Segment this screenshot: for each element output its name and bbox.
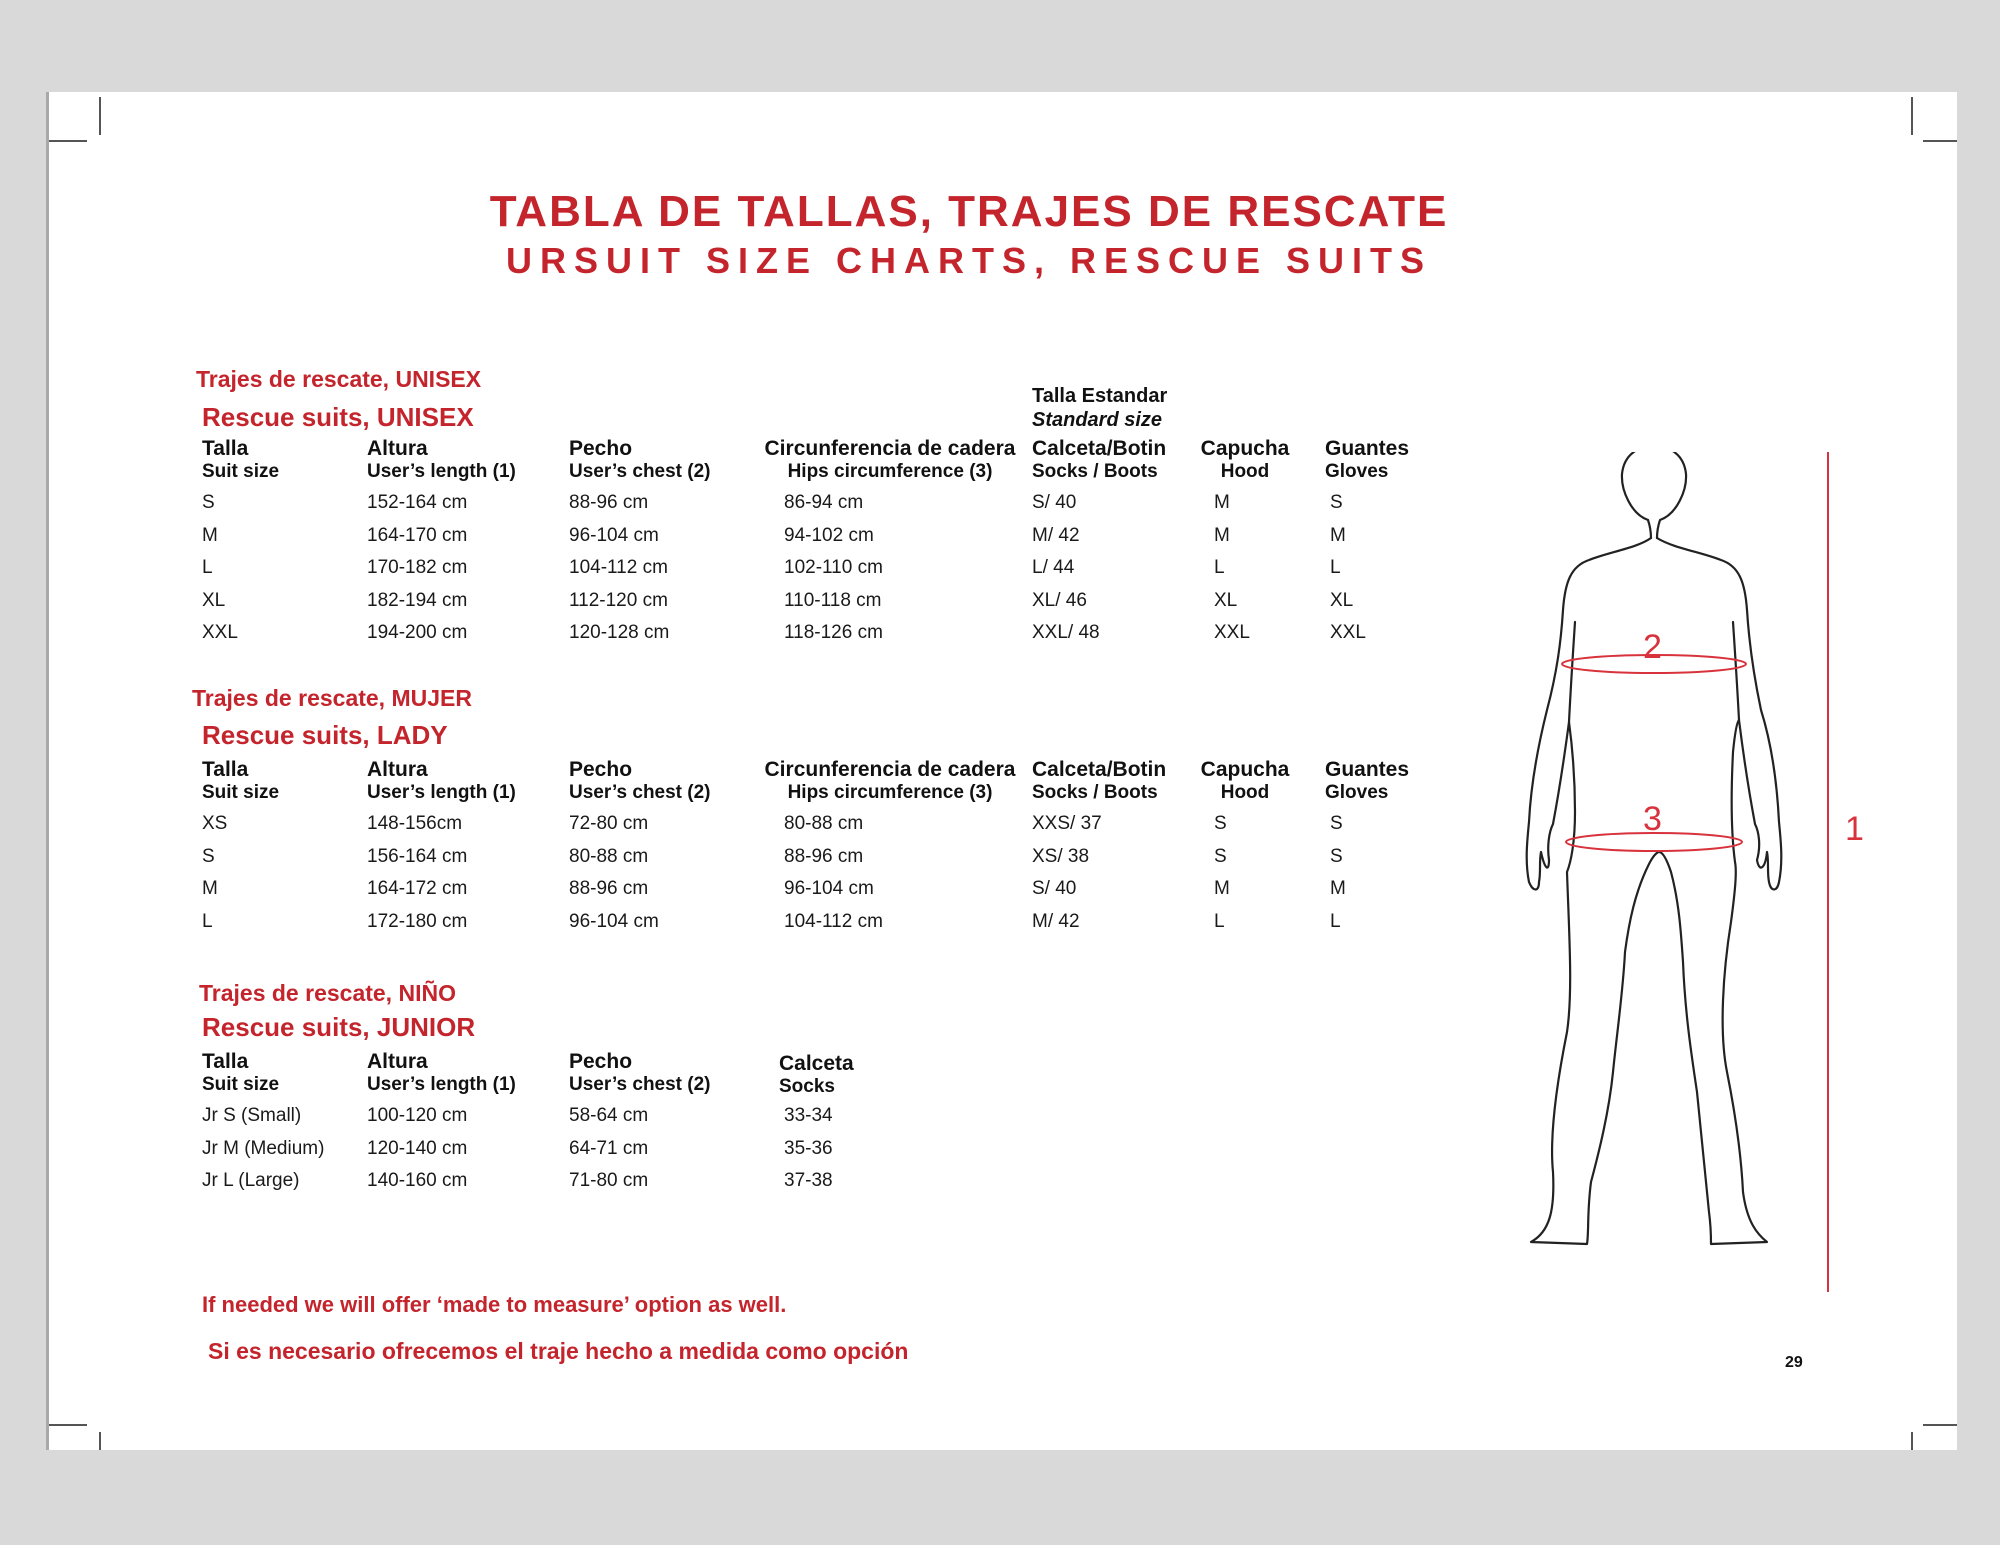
table-cell: 110-118 cm (784, 589, 882, 611)
table-cell: XL/ 46 (1032, 589, 1087, 611)
section-title-unisex-es: Trajes de rescate, UNISEX (196, 366, 482, 392)
col-header-socks-boots: Calceta/Botin Socks / Boots (1032, 758, 1167, 803)
table-cell: XXL/ 48 (1032, 622, 1100, 643)
table-cell: Jr S (Small) (202, 1105, 302, 1126)
table-cell: 33-34 (784, 1105, 833, 1126)
table-cell: 182-194 cm (367, 589, 468, 611)
table-cell: 94-102 cm (784, 524, 874, 546)
col-header-suit-size: Talla Suit size (202, 758, 280, 803)
col-header-hood: Capucha Hood (1200, 437, 1290, 482)
crop-mark (1911, 97, 1913, 135)
table-cell: 152-164 cm (367, 492, 468, 513)
section-title-unisex-en: Rescue suits, UNISEX (202, 402, 474, 432)
table-cell: 104-112 cm (569, 557, 668, 578)
crop-mark (99, 97, 101, 135)
col-header-suit-size: Talla Suit size (202, 1050, 280, 1095)
crop-mark (1923, 1424, 1957, 1426)
crop-mark (49, 140, 87, 142)
table-cell: 35-36 (784, 1137, 833, 1159)
table-cell: 37-38 (784, 1170, 833, 1191)
table-cell: 170-182 cm (367, 557, 468, 578)
section-title-junior-en: Rescue suits, JUNIOR (202, 1012, 476, 1042)
table-cell: 164-170 cm (367, 524, 468, 546)
col-header-length: Altura User’s length (1) (367, 1050, 516, 1095)
table-cell: 102-110 cm (784, 557, 883, 578)
table-cell: S (1330, 813, 1343, 834)
table-cell: L (1214, 910, 1225, 932)
col-header-socks-boots: Calceta/Botin Socks / Boots (1032, 437, 1167, 482)
col-header-chest: Pecho User’s chest (2) (569, 758, 711, 803)
table-cell: L (202, 910, 213, 932)
section-title-junior-es: Trajes de rescate, NIÑO (199, 980, 456, 1006)
footer-note-es: Si es necesario ofrecemos el traje hecho a medida como opción (208, 1338, 909, 1364)
table-cell: 88-96 cm (569, 492, 649, 513)
table-cell: Jr M (Medium) (202, 1137, 325, 1159)
table-cell: L/ 44 (1032, 557, 1075, 578)
table-cell: 140-160 cm (367, 1170, 468, 1191)
col-header-length: Altura User’s length (1) (367, 758, 516, 803)
table-cell: S (202, 492, 215, 513)
figure-head (1622, 452, 1686, 538)
table-cell: XL (1330, 589, 1354, 611)
table-cell: 164-172 cm (367, 878, 468, 899)
crop-mark (1911, 1432, 1913, 1450)
table-cell: Jr L (Large) (202, 1170, 300, 1191)
table-cell: 120-140 cm (367, 1137, 468, 1159)
table-cell: M/ 42 (1032, 524, 1080, 546)
table-cell: L (1330, 910, 1341, 932)
table-cell: 58-64 cm (569, 1105, 649, 1126)
table-cell: 80-88 cm (784, 813, 864, 834)
table-cell: 86-94 cm (784, 492, 864, 513)
table-cell: S (1330, 492, 1343, 513)
page-title: TABLA DE TALLAS, TRAJES DE RESCATE (489, 187, 1449, 236)
chest-label: 2 (1643, 628, 1662, 666)
col-header-hips: Circunferencia de cadera Hips circumference (3) (764, 758, 1016, 803)
table-cell: M (202, 878, 218, 899)
table-cell: XS (202, 813, 228, 834)
table-cell: 156-164 cm (367, 845, 468, 867)
table-cell: L (1330, 557, 1341, 578)
table-cell: XXL (1330, 622, 1366, 643)
section-title-lady-es: Trajes de rescate, MUJER (192, 685, 472, 711)
table-cell: 118-126 cm (784, 622, 883, 643)
table-cell: 88-96 cm (569, 878, 649, 899)
crop-mark (1923, 140, 1957, 142)
col-header-length: Altura User’s length (1) (367, 437, 516, 482)
table-cell: M (1214, 524, 1230, 546)
table-cell: S (1330, 845, 1343, 867)
table-cell: XS/ 38 (1032, 845, 1090, 867)
table-cell: XL (202, 589, 226, 611)
standard-size-note: Talla Estandar Standard size (1032, 385, 1168, 431)
document-page (46, 92, 1957, 1450)
col-header-hips: Circunferencia de cadera Hips circumference (3) (764, 437, 1016, 482)
table-cell: 72-80 cm (569, 813, 649, 834)
table-cell: 120-128 cm (569, 622, 670, 643)
table-cell: M (1330, 524, 1346, 546)
table-cell: 80-88 cm (569, 845, 649, 867)
table-cell: 104-112 cm (784, 910, 883, 932)
table-cell: 96-104 cm (784, 878, 874, 899)
table-cell: 88-96 cm (784, 845, 864, 867)
table-cell: 96-104 cm (569, 524, 659, 546)
col-header-chest: Pecho User’s chest (2) (569, 1050, 711, 1095)
table-cell: XXL (1214, 622, 1250, 643)
table-cell: S/ 40 (1032, 492, 1077, 513)
table-cell: 172-180 cm (367, 910, 468, 932)
table-cell: L (202, 557, 213, 578)
col-header-gloves: Guantes Gloves (1325, 758, 1410, 803)
table-cell: XXL (202, 622, 238, 643)
table-cell: L (1214, 557, 1225, 578)
crop-mark (99, 1432, 101, 1450)
table-cell: M (1214, 878, 1230, 899)
crop-mark (49, 1424, 87, 1426)
table-cell: 100-120 cm (367, 1105, 468, 1126)
table-cell: M (1330, 878, 1346, 899)
table-cell: S (1214, 845, 1227, 867)
table-cell: 148-156cm (367, 813, 463, 834)
body-measurement-figure (1509, 452, 1929, 1312)
col-header-suit-size: Talla Suit size (202, 437, 280, 482)
table-cell: S (202, 845, 215, 867)
table-cell: 96-104 cm (569, 910, 659, 932)
table-cell: 71-80 cm (569, 1170, 649, 1191)
table-cell: M (202, 524, 218, 546)
length-label: 1 (1845, 810, 1864, 848)
table-cell: M (1214, 492, 1230, 513)
col-header-hood: Capucha Hood (1200, 758, 1290, 803)
page-number: 29 (1785, 1354, 1803, 1371)
section-title-lady-en: Rescue suits, LADY (202, 720, 448, 750)
table-cell: XL (1214, 589, 1238, 611)
footer-note-en: If needed we will offer ‘made to measure’ option as well. (202, 1292, 787, 1317)
table-cell: 112-120 cm (569, 589, 668, 611)
table-cell: 64-71 cm (569, 1137, 649, 1159)
table-cell: S/ 40 (1032, 878, 1077, 899)
table-cell: S (1214, 813, 1227, 834)
col-header-gloves: Guantes Gloves (1325, 437, 1410, 482)
table-cell: M/ 42 (1032, 910, 1080, 932)
table-cell: 194-200 cm (367, 622, 468, 643)
col-header-chest: Pecho User’s chest (2) (569, 437, 711, 482)
hips-label: 3 (1643, 800, 1662, 838)
col-header-socks: Calceta Socks (779, 1052, 854, 1097)
table-cell: XXS/ 37 (1032, 813, 1102, 834)
page-subtitle: URSUIT SIZE CHARTS, RESCUE SUITS (505, 240, 1433, 281)
